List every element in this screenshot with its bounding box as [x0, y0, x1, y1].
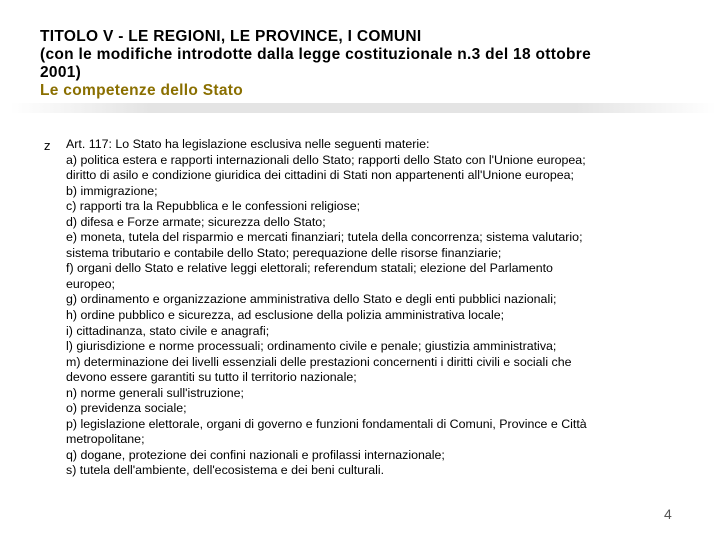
title-line-1: TITOLO V - LE REGIONI, LE PROVINCE, I COMUNI [40, 28, 422, 45]
body-line: i) cittadinanza, stato civile e anagrafi; [66, 323, 270, 338]
body-line: europeo; [66, 276, 115, 291]
body-line: devono essere garantiti su tutto il territorio nazionale; [66, 370, 357, 385]
body-line: g) ordinamento e organizzazione amministrativa dello Stato e degli enti pubblici nazionali; [66, 292, 557, 307]
slide-title [40, 28, 700, 100]
body-line: f) organi dello Stato e relative leggi elettorali; referendum statali; elezione del Parlamento [66, 261, 553, 276]
body-line: p) legislazione elettorale, organi di governo e funzioni fondamentali di Comuni, Province e Città [66, 416, 587, 431]
page-number: 4 [664, 506, 672, 522]
slide-subtitle: Le competenze dello Stato [40, 82, 244, 99]
body-line: Art. 117: Lo Stato ha legislazione esclusiva nelle seguenti materie: [66, 137, 430, 151]
body-line: d) difesa e Forze armate; sicurezza dello Stato; [66, 214, 326, 229]
body-line: n) norme generali sull'istruzione; [66, 385, 244, 400]
body-line: metropolitane; [66, 432, 145, 447]
article-text [66, 137, 706, 479]
z-bullet-icon: z [44, 139, 51, 153]
body-line: s) tutela dell'ambiente, dell'ecosistema e dei beni culturali. [66, 463, 385, 478]
body-line: a) politica estera e rapporti internazionali dello Stato; rapporti dello Stato con l'Unione europea; [66, 152, 586, 167]
body-line: e) moneta, tutela del risparmio e mercati finanziari; tutela della concorrenza; sistema valutario; [66, 230, 583, 245]
body-line: diritto di asilo e condizione giuridica dei cittadini di Stati non appartenenti all'Unione europea; [66, 168, 574, 183]
body-line: h) ordine pubblico e sicurezza, ad esclusione della polizia amministrativa locale; [66, 308, 505, 323]
body-line: q) dogane, protezione dei confini nazionali e profilassi internazionale; [66, 447, 445, 462]
body-line: sistema tributario e contabile dello Stato; perequazione delle risorse finanziarie; [66, 245, 502, 260]
body-line: l) giurisdizione e norme processuali; ordinamento civile e penale; giustizia amministrativa; [66, 339, 557, 354]
body-line: o) previdenza sociale; [66, 401, 187, 416]
title-divider [10, 103, 716, 113]
title-line-3: 2001) [40, 64, 82, 81]
title-line-2: (con le modifiche introdotte dalla legge costituzionale n.3 del 18 ottobre [40, 46, 591, 63]
body-line: b) immigrazione; [66, 183, 158, 198]
body-line: c) rapporti tra la Repubblica e le confessioni religiose; [66, 199, 361, 214]
body-line: m) determinazione dei livelli essenziali delle prestazioni concernenti i diritti civili e sociali che [66, 354, 572, 369]
